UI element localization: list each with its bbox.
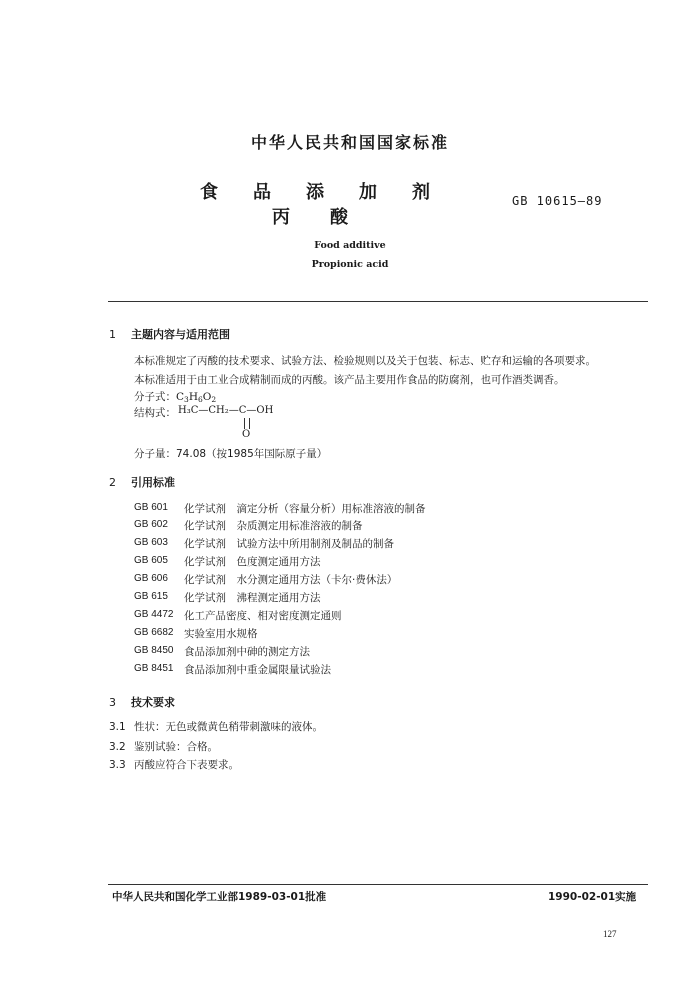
formula-element-c: C <box>176 391 185 403</box>
formula-value <box>176 391 216 403</box>
issuer-title: 中华人民共和国国家标准 <box>250 133 449 152</box>
requirement-item <box>109 757 239 772</box>
section-1-paragraph-2: 本标准适用于由工业合成精制而成的丙酸。该产品主要用作食品的防腐剂，也可作酒类调香。 <box>134 374 565 386</box>
reference-title: 化学试剂 沸程测定通用方法 <box>184 592 321 604</box>
structural-formula: H₃C—CH₂—C—OH <box>178 405 274 416</box>
reference-title: 化工产品密度、相对密度测定通则 <box>184 610 342 622</box>
title-char: 食 <box>200 182 218 203</box>
section-number: 2 <box>109 476 116 489</box>
reference-code: GB 8450 <box>134 645 174 656</box>
subtitle-char: 酸 <box>330 207 348 228</box>
standard-subtitle <box>272 203 348 229</box>
reference-code: GB 4472 <box>134 609 174 620</box>
section-1-heading <box>109 326 230 342</box>
implementation-date: 1990-02-01实施 <box>548 891 637 903</box>
requirement-item <box>109 719 323 734</box>
standard-code: GB 10615—89 <box>512 194 603 208</box>
section-3-heading <box>109 694 175 710</box>
section-2-heading <box>109 474 175 490</box>
double-bond-symbol <box>244 418 250 429</box>
section-title: 引用标准 <box>131 476 175 489</box>
standard-name <box>200 178 430 204</box>
molecular-formula <box>134 389 216 404</box>
formula-subscript: 3 <box>184 395 189 404</box>
requirement-number: 3.2 <box>109 741 126 753</box>
reference-title: 化学试剂 杂质测定用标准溶液的制备 <box>184 520 363 532</box>
requirement-text: 鉴别试验：合格。 <box>134 741 218 753</box>
reference-title: 化学试剂 试验方法中所用制剂及制品的制备 <box>184 538 394 550</box>
reference-code: GB 602 <box>134 519 168 530</box>
reference-code: GB 605 <box>134 555 168 566</box>
structure-label: 结构式： <box>134 407 176 419</box>
formula-subscript: 2 <box>211 395 217 404</box>
requirement-text: 性状：无色或微黄色稍带刺激味的液体。 <box>134 721 323 733</box>
title-char: 剂 <box>412 182 430 203</box>
reference-code: GB 8451 <box>134 663 174 674</box>
formula-element-h: H <box>188 391 198 403</box>
english-title-line2: Propionic acid <box>311 259 389 270</box>
reference-code: GB 606 <box>134 573 168 584</box>
reference-code: GB 603 <box>134 537 168 548</box>
header-divider <box>108 301 648 302</box>
formula-subscript: 6 <box>198 395 203 404</box>
section-title: 技术要求 <box>131 696 175 709</box>
title-char: 添 <box>306 182 324 203</box>
footer-divider <box>108 884 648 885</box>
formula-label: 分子式： <box>134 391 176 403</box>
approval-line: 中华人民共和国化学工业部1989-03-01批准 <box>112 891 327 903</box>
section-number: 3 <box>109 696 116 709</box>
formula-element-o: O <box>202 391 212 403</box>
reference-title: 食品添加剂中砷的测定方法 <box>184 646 310 658</box>
requirement-number: 3.1 <box>109 721 126 733</box>
reference-code: GB 615 <box>134 591 168 602</box>
structure-oxygen: O <box>242 429 251 440</box>
section-number: 1 <box>109 328 116 341</box>
title-char: 品 <box>253 182 271 203</box>
english-title-line1: Food additive <box>314 240 386 251</box>
title-char: 加 <box>359 182 377 203</box>
requirement-number: 3.3 <box>109 759 126 771</box>
subtitle-char: 丙 <box>272 207 290 228</box>
molecular-weight: 分子量：74.08（按1985年国际原子量） <box>134 448 328 460</box>
page-number: 127 <box>603 929 617 939</box>
reference-title: 化学试剂 水分测定通用方法（卡尔·费休法） <box>184 574 398 586</box>
section-title: 主题内容与适用范围 <box>131 328 230 341</box>
reference-title: 食品添加剂中重金属限量试验法 <box>184 664 331 676</box>
requirement-item <box>109 739 218 754</box>
requirement-text: 丙酸应符合下表要求。 <box>134 759 239 771</box>
reference-code: GB 601 <box>134 502 168 513</box>
reference-title: 实验室用水规格 <box>184 628 258 640</box>
section-1-paragraph-1: 本标准规定了丙酸的技术要求、试验方法、检验规则以及关于包装、标志、贮存和运输的各项要求。 <box>134 355 596 367</box>
reference-title: 化学试剂 滴定分析（容量分析）用标准溶液的制备 <box>184 503 426 515</box>
reference-code: GB 6682 <box>134 627 174 638</box>
reference-title: 化学试剂 色度测定通用方法 <box>184 556 321 568</box>
